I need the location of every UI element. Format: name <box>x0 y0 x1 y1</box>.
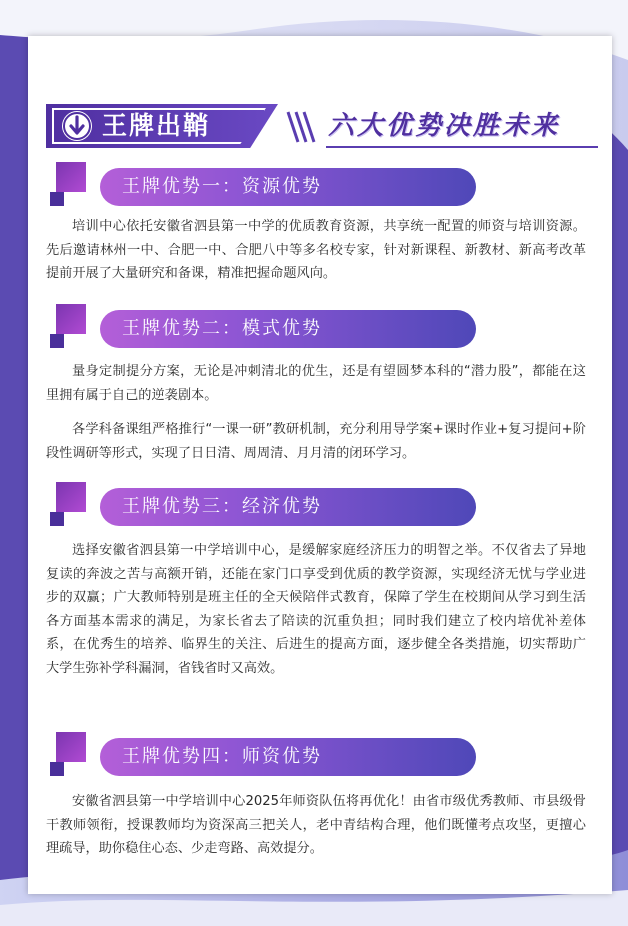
section-2-pill <box>100 310 476 348</box>
section-4-header <box>50 732 480 780</box>
section-1-pill <box>100 168 476 206</box>
section-2-small-square <box>50 334 64 348</box>
section-4-small-square <box>50 762 64 776</box>
slogan-underline <box>326 146 598 148</box>
page-header <box>46 104 606 148</box>
section-4-title: 王牌优势四：师资优势 <box>122 746 322 767</box>
section-3-title: 王牌优势三：经济优势 <box>122 496 322 517</box>
header-slogan: 六大优势决胜未来 <box>328 111 561 141</box>
section-3-square <box>56 482 86 512</box>
section-2-paragraph-2: 各学科备课组严格推行“一课一研”教研机制，充分利用导学案+课时作业+复习提问+阶段性调研等形式，实现了日日清、周周清、月月清的闭环学习。 <box>46 422 586 461</box>
section-3-paragraph-1: 选择安徽省泗县第一中学培训中心，是缓解家庭经济压力的明智之举。不仅省去了异地复读的奔波之苦与高额开销，还能在家门口享受到优质的教学资源，实现经济无忧与学业进步的双赢；广大教师特别是班主任的全天候陪伴式教育，保障了学生在校期间从学习到生活各方面基本需求的满足，为家长省去了陪读的沉重负担；同时我们建立了校内培优补差体系，在优秀生的培养、临界生的关注、后进生的提高方面，逐步健全各类措施，切实帮助广大学生弥补学科漏洞，省钱省时又高效。 <box>46 543 586 676</box>
section-3-pill <box>100 488 476 526</box>
section-1-header <box>50 162 480 210</box>
section-2-square <box>56 304 86 334</box>
section-3-small-square <box>50 512 64 526</box>
section-1-title: 王牌优势一：资源优势 <box>122 176 322 197</box>
content-card <box>28 36 612 894</box>
section-4-pill <box>100 738 476 776</box>
section-2-paragraph-1: 量身定制提分方案，无论是冲刺清北的优生，还是有望圆梦本科的“潜力股”，都能在这里拥有属于自己的逆袭剧本。 <box>46 364 586 403</box>
section-1-paragraph-1: 培训中心依托安徽省泗县第一中学的优质教育资源，共享统一配置的师资与培训资源。先后邀请林州一中、合肥一中、合肥八中等多名校专家，针对新课程、新教材、新高考改革提前开展了大量研究和备课，精准把握命题风向。 <box>46 219 586 281</box>
section-1-square <box>56 162 86 192</box>
section-4-paragraph-1: 安徽省泗县第一中学培训中心2025年师资队伍将再优化！由省市级优秀教师、市县级骨干教师领衔，授课教师均为资深高三把关人，老中青结构合理，他们既懂考点攻坚，更擅心理疏导，助你稳住心态、少走弯路、高效提分。 <box>46 794 586 856</box>
section-4-square <box>56 732 86 762</box>
section-3-header <box>50 482 480 530</box>
section-1-small-square <box>50 192 64 206</box>
down-arrow-icon <box>62 111 92 141</box>
section-2-header <box>50 304 480 352</box>
header-stripes <box>286 110 320 144</box>
section-2-title: 王牌优势二：模式优势 <box>122 318 322 339</box>
header-title: 王牌出鞘 <box>102 111 211 140</box>
